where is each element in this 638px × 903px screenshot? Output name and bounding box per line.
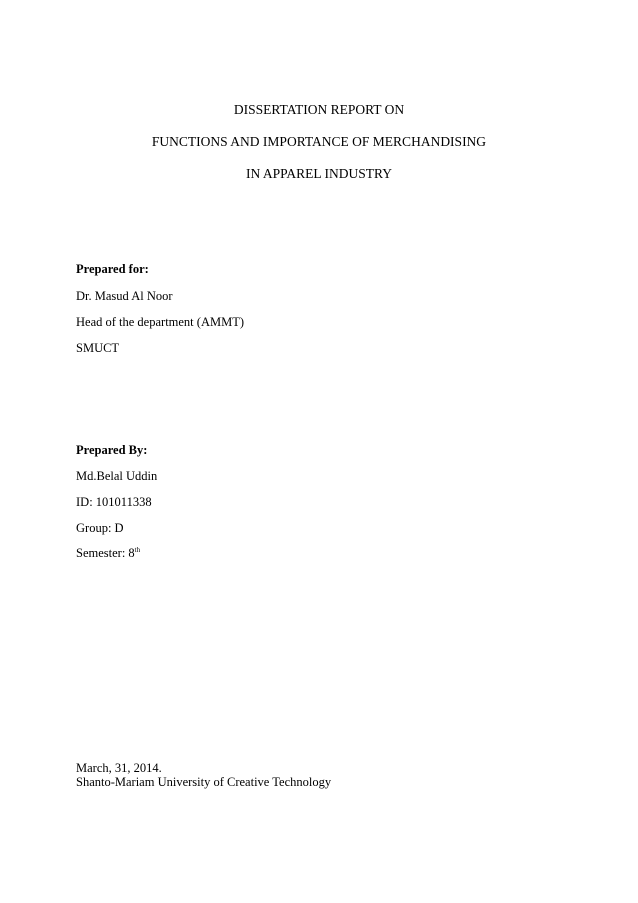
title-line-2: FUNCTIONS AND IMPORTANCE OF MERCHANDISING [151,134,487,149]
prepared-for-position: Head of the department (AMMT) [76,315,244,329]
prepared-by-id: ID: 101011338 [76,495,152,509]
prepared-for-name: Dr. Masud Al Noor [76,289,173,303]
prepared-by-name: Md.Belal Uddin [76,469,158,483]
report-date: March, 31, 2014. [76,761,162,775]
prepared-by-semester [76,546,140,561]
prepared-for-heading: Prepared for: [76,262,149,276]
prepared-by-group: Group: D [76,521,124,535]
prepared-by-heading: Prepared By: [76,443,148,457]
semester-suffix: th [134,545,141,554]
title-line-3: IN APPAREL INDUSTRY [245,166,393,181]
title-line-1: DISSERTATION REPORT ON [233,102,405,117]
university-name: Shanto-Mariam University of Creative Technology [76,775,332,789]
prepared-for-institution: SMUCT [76,341,120,355]
semester-label: Semester: 8 [76,546,135,560]
